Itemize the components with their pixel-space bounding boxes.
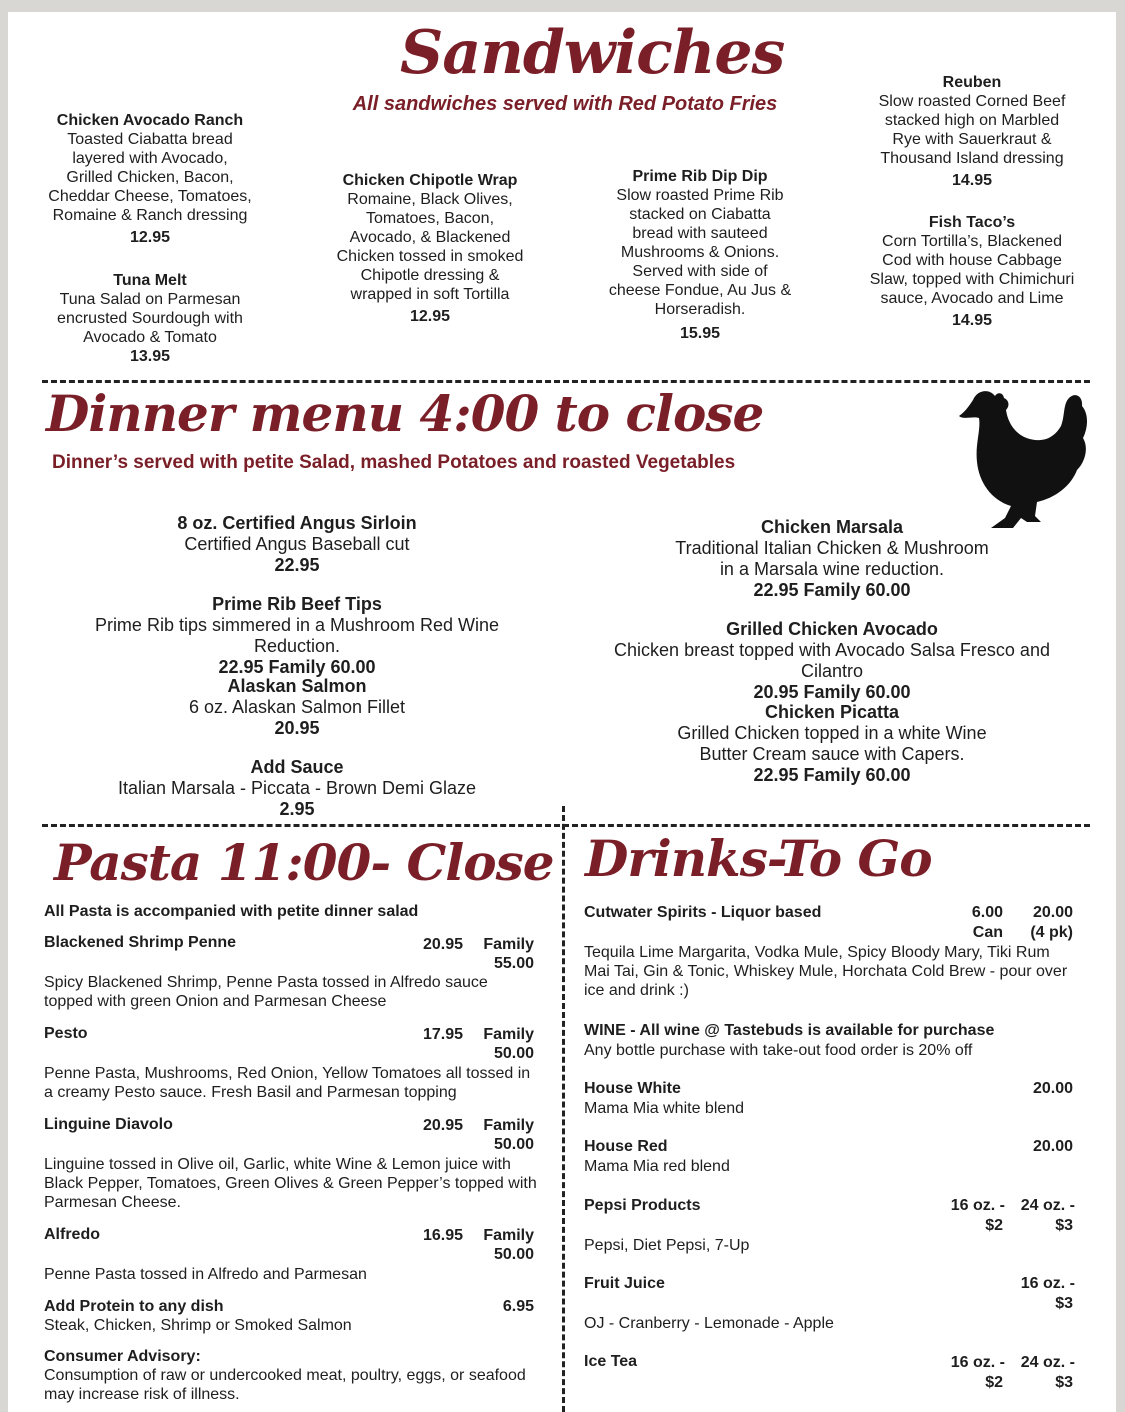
item-price: 15.95 [679,325,721,342]
pasta-item-price: 16.95 [422,1227,463,1244]
cutwater-desc: Tequila Lime Margarita, Vodka Mule, Spicy Bloody Mary, Tiki Rum Mai Tai, Gin & Tonic, Whiskey Mule, Horchata Cold Brew - pour over ice and drink :) [584,944,1068,999]
drinks-title: Drinks-To Go [585,829,932,888]
divider-vertical [562,806,565,1412]
tea-size1: 16 oz. - [950,1354,1005,1371]
protein-price: 6.95 [502,1298,534,1315]
protein-name: Add Protein to any dish [44,1298,224,1315]
pasta-family-label: Family [483,1117,534,1134]
house-white-price: 20.00 [1032,1080,1073,1097]
item-desc: Italian Marsala - Piccata - Brown Demi Glaze [117,778,477,798]
dinner-item [585,702,1079,786]
tea-size2: 24 oz. - [1020,1354,1075,1371]
wine-name: WINE - All wine @ Tastebuds is available for purchase [584,1022,995,1039]
pepsi-name: Pepsi Products [584,1197,701,1214]
item-name: Prime Rib Dip Dip [632,168,768,185]
advisory-desc: Consumption of raw or undercooked meat, poultry, eggs, or seafood may increase risk of illness. [44,1367,526,1403]
dinner-item [585,517,1079,601]
dinner-item [50,513,544,576]
item-desc: 6 oz. Alaskan Salmon Fillet [188,697,406,717]
item-desc: Certified Angus Baseball cut [184,534,410,554]
juice-desc: OJ - Cranberry - Lemonade - Apple [584,1315,834,1332]
house-red-desc: Mama Mia red blend [584,1158,730,1175]
sandwich-item [40,111,260,247]
item-price: 13.95 [129,348,171,365]
pasta-item-price: 20.95 [422,936,463,953]
item-desc: Traditional Italian Chicken & Mushroom in a Marsala wine reduction. [675,538,989,579]
pasta-family-price: 50.00 [493,1246,534,1263]
pepsi-size1: 16 oz. - [950,1197,1005,1214]
item-price: 12.95 [129,229,171,246]
pepsi-desc: Pepsi, Diet Pepsi, 7-Up [584,1237,750,1254]
pasta-item-name: Blackened Shrimp Penne [44,934,237,951]
house-white-name: House White [584,1080,681,1097]
dinner-subtitle: Dinner’s served with petite Salad, mashed Potatoes and roasted Vegetables [52,452,736,473]
item-desc: Prime Rib tips simmered in a Mushroom Red Wine Reduction. [94,615,500,656]
item-desc: Slow roasted Prime Rib stacked on Ciabatta bread with sauteed Mushrooms & Onions. Served with side of cheese Fondue, Au Jus & Horseradish. [608,187,792,318]
pasta-item-desc: Linguine tossed in Olive oil, Garlic, white Wine & Lemon juice with Black Pepper, Tomatoes, Green Olives & Green Pepper’s topped with Parmesan Cheese. [44,1156,537,1211]
item-name: Alaskan Salmon [227,676,367,696]
item-name: Chicken Picatta [764,702,900,722]
item-price: 12.95 [409,308,451,325]
item-price: 22.95 Family 60.00 [218,657,376,677]
pasta-item-name: Linguine Diavolo [44,1116,173,1133]
pasta-item-price: 17.95 [422,1026,463,1043]
item-desc: Grilled Chicken topped in a white Wine Butter Cream sauce with Capers. [677,723,987,764]
pasta-item-desc: Spicy Blackened Shrimp, Penne Pasta tossed in Alfredo sauce topped with green Onion and Parmesan Cheese [44,974,488,1010]
sandwich-item [862,73,1082,190]
pasta-family-label: Family [483,936,534,953]
pasta-family-price: 55.00 [493,955,534,972]
sandwich-item [595,167,805,343]
pasta-item-name: Alfredo [44,1226,100,1243]
item-price: 22.95 Family 60.00 [753,580,911,600]
hen-icon [955,386,1091,536]
cutwater-can-label: Can [972,924,1003,941]
item-name: Chicken Marsala [760,517,904,537]
item-desc: Toasted Ciabatta bread layered with Avocado, Grilled Chicken, Bacon, Cheddar Cheese, Tomatoes, Romaine & Ranch dressing [48,131,252,224]
item-desc: Chicken breast topped with Avocado Salsa Fresco and Cilantro [614,640,1050,681]
tea-name: Ice Tea [584,1353,638,1370]
item-desc: Corn Tortilla’s, Blackened Cod with house Cabbage Slaw, topped with Chimichuri sauce, Avocado and Lime [869,233,1075,307]
tea-size1-price: $2 [985,1374,1003,1391]
pepsi-size1-price: $2 [985,1217,1003,1234]
item-price: 22.95 [274,555,320,575]
item-price: 22.95 Family 60.00 [753,765,911,785]
item-name: Reuben [942,74,1002,91]
dinner-item [50,757,544,820]
item-name: Grilled Chicken Avocado [726,619,938,639]
juice-name: Fruit Juice [584,1275,665,1292]
pasta-item-desc: Penne Pasta tossed in Alfredo and Parmesan [44,1266,367,1283]
sandwich-item [858,213,1086,330]
item-name: Tuna Melt [113,272,187,289]
house-white-desc: Mama Mia white blend [584,1100,745,1117]
pasta-title: Pasta 11:00- Close [54,833,554,892]
protein-desc: Steak, Chicken, Shrimp or Smoked Salmon [44,1317,352,1334]
item-price: 20.95 Family 60.00 [753,682,911,702]
pasta-family-label: Family [483,1227,534,1244]
pasta-family-label: Family [483,1026,534,1043]
pasta-item-desc: Penne Pasta, Mushrooms, Red Onion, Yellow Tomatoes all tossed in a creamy Pesto sauce. Fresh Basil and Parmesan topping [44,1065,531,1101]
pepsi-size2-price: $3 [1055,1217,1073,1234]
item-name: Fish Taco’s [928,214,1016,231]
pepsi-size2: 24 oz. - [1020,1197,1075,1214]
item-name: Chicken Chipotle Wrap [342,172,518,189]
juice-size1: 16 oz. - [1020,1275,1075,1292]
tea-size2-price: $3 [1055,1374,1073,1391]
dinner-item [50,676,544,739]
pasta-subtitle: All Pasta is accompanied with petite dinner salad [44,903,419,920]
wine-desc: Any bottle purchase with take-out food order is 20% off [584,1042,973,1059]
sandwiches-subtitle: All sandwiches served with Red Potato Fries [352,93,778,115]
item-desc: Slow roasted Corned Beef stacked high on Marbled Rye with Sauerkraut & Thousand Island dressing [878,93,1066,167]
dinner-title: Dinner menu 4:00 to close [46,384,764,443]
item-price: 20.95 [274,718,320,738]
item-desc: Romaine, Black Olives, Tomatoes, Bacon, Avocado, & Blackened Chicken tossed in smoked Chipotle dressing & wrapped in soft Tortilla [336,191,524,303]
house-red-price: 20.00 [1032,1138,1073,1155]
pasta-item-price: 20.95 [422,1117,463,1134]
item-price: 14.95 [951,312,993,329]
item-name: Prime Rib Beef Tips [212,594,382,614]
pasta-family-price: 50.00 [493,1136,534,1153]
sandwiches-title: Sandwiches [400,18,785,88]
dinner-item [50,594,544,678]
item-price: 14.95 [951,172,993,189]
cutwater-can-price: 6.00 [971,904,1003,921]
advisory-title: Consumer Advisory: [44,1348,201,1365]
item-desc: Tuna Salad on Parmesan encrusted Sourdough with Avocado & Tomato [57,291,243,346]
item-name: Add Sauce [250,757,344,777]
item-name: Chicken Avocado Ranch [56,112,244,129]
pasta-family-price: 50.00 [493,1045,534,1062]
pasta-item-name: Pesto [44,1025,88,1042]
house-red-name: House Red [584,1138,668,1155]
sandwich-item [325,171,535,326]
cutwater-pack-price: 20.00 [1032,904,1073,921]
item-price: 2.95 [279,799,315,819]
dinner-item [585,619,1079,703]
juice-size1-price: $3 [1055,1295,1073,1312]
cutwater-pack-label: (4 pk) [1030,924,1073,941]
sandwich-item [40,271,260,366]
cutwater-name: Cutwater Spirits - Liquor based [584,904,822,921]
item-name: 8 oz. Certified Angus Sirloin [177,513,417,533]
